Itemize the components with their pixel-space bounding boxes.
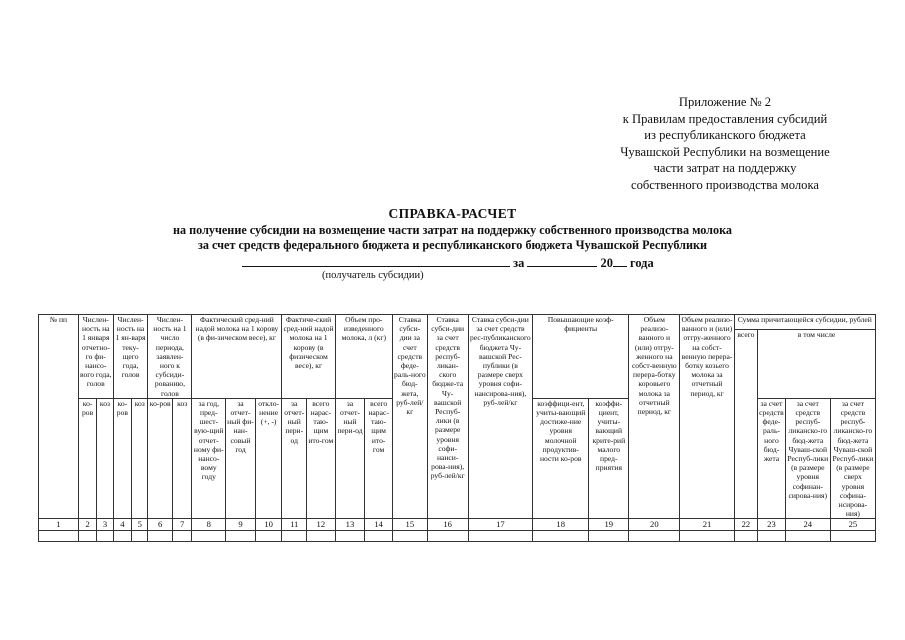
data-cell[interactable] [734,531,758,542]
header-yield-annual: Фактический сред-ний надой молока на 1 корову (в фи-зическом весе), кг [192,315,282,399]
data-cell[interactable] [192,531,226,542]
column-number: 13 [335,519,365,531]
data-cell[interactable] [785,531,830,542]
period-year-label: 20 [600,256,613,270]
column-number: 22 [734,519,758,531]
header-cumulative: всего нарас-таю-щим ито-гом [365,398,393,519]
header-deviation: откло-нение (+, -) [255,398,282,519]
header-cows: ко-ров [113,398,131,519]
header-coef-criteria: коэффи-циент, учиты-вающий крите-рий малого пред-приятия [589,398,629,519]
header-cumulative: всего нарас-таю-щим ито-гом [307,398,336,519]
document-title: СПРАВКА-РАСЧЕТ [388,206,517,221]
header-cows: ко-ров [78,398,96,519]
column-number: 17 [468,519,532,531]
column-number: 18 [533,519,589,531]
column-number: 15 [392,519,427,531]
header-reporting-period: за отчет-ный пери-од [282,398,307,519]
data-cell[interactable] [365,531,393,542]
data-cell[interactable] [392,531,427,542]
column-number-row [39,519,876,531]
column-number: 8 [192,519,226,531]
column-number: 11 [282,519,307,531]
header-subsidy-federal: за счет средств феде-раль-ного бюд-жета [758,398,786,519]
document-subtitle-1: на получение субсидии на возмещение части затрат на поддержку собственного производства молока [172,223,733,237]
column-number: 12 [307,519,336,531]
header-goats: коз [132,398,148,519]
document-subtitle-2: за счет средств федерального бюджета и республиканского бюджета Чувашской Республики [197,238,708,252]
data-cell[interactable] [113,531,131,542]
column-number: 1 [39,519,79,531]
header-yield-period: Фактиче-ский сред-ний надой молока на 1 корову (в физическом весе), кг [282,315,335,399]
appendix-block [590,94,860,194]
data-cell[interactable] [148,531,173,542]
column-number: 6 [148,519,173,531]
header-coef-dairy: коэффици-ент, учиты-вающий достиже-ние уровня молочной продуктив-ности ко-ров [533,398,589,519]
header-reporting-year: за отчет-ный фи-нан-совый год [226,398,256,519]
period-suffix-label: года [630,256,654,270]
appendix-line: Приложение № 2 [678,95,772,109]
calculation-table [38,314,876,542]
year-blank[interactable] [613,254,627,267]
data-cell[interactable] [427,531,468,542]
period-blank[interactable] [527,254,597,267]
header-subsidy-republic-over: за счет средств респуб-ликанско-го бюд-жета Чуваш-ской Респуб-лики (в размере сверх уровня софина-нсирова-ния) [830,398,875,519]
data-cell[interactable] [39,531,79,542]
data-cell[interactable] [226,531,256,542]
header-count-period: Числен-ность на 1 число периода, заявлен-ного к субсиди-рованию, голов [148,315,192,399]
appendix-line: к Правилам предоставления субсидий [622,111,828,126]
data-cell[interactable] [335,531,365,542]
period-for-label: за [513,256,525,270]
column-number: 5 [132,519,148,531]
header-for-previous-year: за год, пред-шест-вую-щий отчет-ному фи-нансо-вому году [192,398,226,519]
recipient-caption: (получатель субсидии) [322,270,424,281]
header-goats: коз [97,398,113,519]
data-cell[interactable] [830,531,875,542]
header-rate-republic-cofin: Ставка субси-дии за счет средств респуб-ликан-ского бюдже-та Чу-вашской Респуб-лики (в размере уровня софи-нанси-рова-ния), руб-лей/кг [427,315,468,519]
column-number: 16 [427,519,468,531]
data-cell[interactable] [468,531,532,542]
header-count-jan-prev: Числен-ность на 1 января отчетно-го фи-нансо-вого года, голов [78,315,113,399]
column-number: 25 [830,519,875,531]
data-cell[interactable] [758,531,786,542]
header-goats: коз [172,398,191,519]
data-cell[interactable] [172,531,191,542]
column-number: 19 [589,519,629,531]
data-cell[interactable] [282,531,307,542]
column-number: 2 [78,519,96,531]
header-subsidy-sum: Сумма причитающейся субсидии, рублей [734,315,875,330]
header-subsidy-total: всего [734,330,758,519]
data-cell[interactable] [97,531,113,542]
column-number: 20 [629,519,680,531]
header-count-jan-current: Числен-ность на 1 ян-варя теку-щего года, голов [113,315,148,399]
header-number: № пп [39,315,79,519]
header-volume-goat-milk: Объем реализо-ванного и (или) отгру-женного на собст-венную перера-ботку козьего молока за отчетный период, кг [680,315,734,519]
header-volume-cow-milk: Объем реализо-ванного и (или) отгру-женного на собст-венную перера-ботку коровьего молока за отчетный период, кг [629,315,680,519]
data-cell[interactable] [589,531,629,542]
data-cell[interactable] [307,531,336,542]
header-rate-republic-over: Ставка субси-дии за счет средств рес-публиканского бюджета Чу-вашской Рес-публики (в размере сверх уровня софи-нансирова-ния), руб-лей/кг [468,315,532,519]
appendix-line: части затрат на поддержку [653,161,797,176]
recipient-blank[interactable] [242,254,510,267]
appendix-line: Чувашской Республики на возмещение [620,144,830,159]
column-number: 23 [758,519,786,531]
column-number: 24 [785,519,830,531]
column-number: 7 [172,519,191,531]
header-subsidy-republic-cofin: за счет средств респуб-ликанско-го бюд-жета Чуваш-ской Респуб-лики (в размере уровня софинан-сирова-ния) [785,398,830,519]
header-reporting-period: за отчет-ный пери-од [335,398,365,519]
header-coefficients: Повышающие коэф-фициенты [533,315,629,399]
column-number: 14 [365,519,393,531]
column-number: 4 [113,519,131,531]
header-subsidy-including: в том числе [758,330,876,399]
appendix-line: собственного производства молока [631,177,819,192]
data-row-empty[interactable] [39,531,876,542]
data-cell[interactable] [78,531,96,542]
recipient-period-line [242,254,654,271]
data-cell[interactable] [255,531,282,542]
data-cell[interactable] [680,531,734,542]
column-number: 10 [255,519,282,531]
data-cell[interactable] [533,531,589,542]
header-cows: ко-ров [148,398,173,519]
header-rate-federal: Ставка субси-дии за счет средств феде-раль-ного бюд-жета, руб-лей/кг [392,315,427,519]
header-milk-volume: Объем про-изведенного молока, л (кг) [335,315,392,399]
appendix-line: из республиканского бюджета [644,128,806,143]
column-number: 3 [97,519,113,531]
column-number: 21 [680,519,734,531]
data-cell[interactable] [132,531,148,542]
data-cell[interactable] [629,531,680,542]
column-number: 9 [226,519,256,531]
